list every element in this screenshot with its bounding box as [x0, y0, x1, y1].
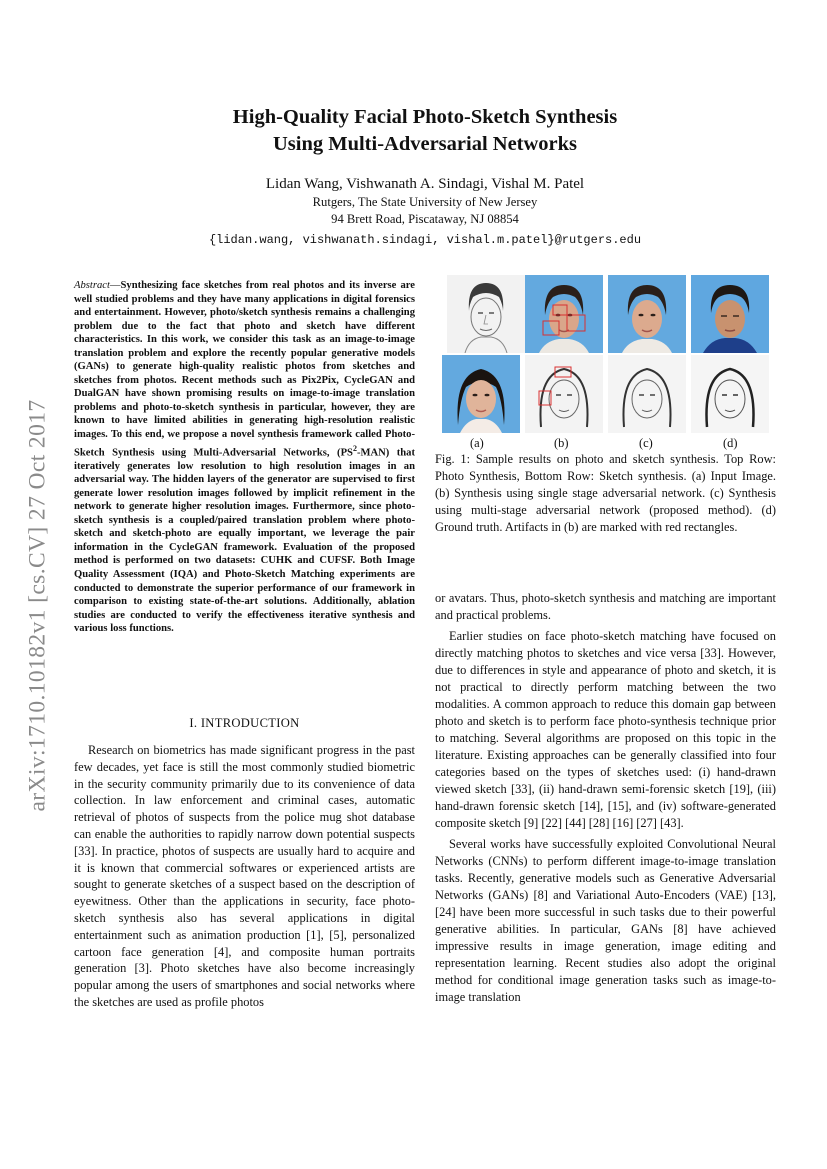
right-paragraph-2: Earlier studies on face photo-sketch matching have focused on directly matching photos to sketches and vice versa [33]. However, due to differences in style and appearance of photo and sketch, it is not practical to directly perform matching between the two modalities. A common approach to reduce this domain gap between photo and sketch is to perform face photo-synthesis technique prior to matching. Several algorithms are proposed on this topic in the literature. Existing approaches can be generally classified into four categories based on the types of sketches used: (i) hand-drawn viewed sketch [33], (ii) hand-drawn semi-forensic sketch [19], (iii) hand-drawn forensic sketch [14], [15], and (iv) software-generated composite sketch [9] [22] [44] [28] [16] [27] [43]. [435, 629, 776, 830]
author-email: {lidan.wang, vishwanath.sindagi, vishal.m.patel}@rutgers.edu [208, 233, 642, 247]
sketch-synthesis-multi-stage [608, 355, 686, 433]
abstract-text-part2: -MAN) that iteratively generates low resolution to high resolution images in an adversarial way. The hidden layers of the generator are supervised to first generate lower resolution images followed by implicit refinement in the network to generate higher resolution images. Furthermore, since photo-sketch synthesis is a coupled/paired translation problem where photo-sketch and sketch-photo are equally important, we leverage the pair information in the CycleGAN framework. Evaluation of the proposed method is performed on two datasets: CUHK and CUFSF. Both Image Quality Assessment (IQA) and Photo-Sketch Matching experiments are conducted to demonstrate the superior performance of our framework in comparison to existing state-of-the-art solutions. Additionally, ablation studies are conducted to verify the effectiveness iterative synthesis and various loss functions. [74, 447, 416, 635]
abstract-superscript: 2 [352, 443, 357, 453]
affiliation [100, 194, 750, 228]
sketch-input-image [447, 275, 525, 353]
subfigure-label-a: (a) [470, 436, 484, 450]
affiliation-line-1: Rutgers, The State University of New Jersey [312, 195, 538, 209]
figure-1 [440, 273, 770, 449]
introduction-body [74, 742, 415, 1011]
subfigure-label-b: (b) [554, 436, 569, 450]
intro-paragraph-1: Research on biometrics has made significant progress in the past few decades, yet face is still the most commonly studied biometric in the security community primarily due to its convenience of data collection. In law enforcement and criminal cases, automatic retrieval of photos of suspects from the police mug shot database can enable the authorities to rapidly narrow down potential suspects [33]. In practice, photos of suspects are usually hard to acquire and it is known that commercial softwares or experienced artists are sought to generate sketches of a suspect based on the description of eyewitness. Other than the applications in security, face photo-sketch synthesis also has several applications in digital entertainment such as animation production [1], [5], personalized cartoon face generation [4], and composite human portraits generation [3]. Photo sketches have also become increasingly popular among the users of smartphones and social networks where the sketches are used as profile photos [74, 743, 415, 1009]
arxiv-id-text: arXiv:1710.10182v1 [cs.CV] 27 Oct 2017 [24, 398, 51, 812]
sketch-ground-truth [691, 355, 769, 433]
right-column-body [435, 590, 776, 1006]
photo-ground-truth [691, 275, 769, 353]
affiliation-line-2: 94 Brett Road, Piscataway, NJ 08854 [331, 212, 519, 226]
title-line-1: High-Quality Facial Photo-Sketch Synthesis [232, 106, 618, 128]
abstract-text-part1: Synthesizing face sketches from real photos and its inverse are well studied problems and they have many applications in digital forensics and entertainment. However, photo/sketch synthesis remains a challenging problem due to the fact that photo and sketch have different characteristics. In this work, we consider this task as an image-to-image translation problem and explore the recently popular generative models (GANs) to generate high-quality realistic photos from sketches and sketches from photos. Recent methods such as Pix2Pix, CycleGAN and DualGAN have shown promising results on image-to-image translation problems and photo-to-sketch synthesis in particular, however, they are known to have limited abilities in generating high-resolution realistic images. To this end, we propose a novel synthesis framework called Photo-Sketch Synthesis using Multi-Adversarial Networks, (PS [74, 280, 415, 459]
subfigure-label-d: (d) [723, 436, 738, 450]
right-paragraph-1: or avatars. Thus, photo-sketch synthesis and matching are important and practical problems. [435, 591, 776, 622]
title-line-2: Using Multi-Adversarial Networks [272, 133, 578, 155]
abstract-dash: — [109, 280, 121, 291]
abstract-label: Abstract [74, 280, 110, 291]
arxiv-identifier [18, 365, 58, 845]
figure-caption: Fig. 1: Sample results on photo and sketch synthesis. Top Row: Photo Synthesis, Bottom Row: Sketch synthesis. (a) Input Image. (b) Synthesis using single stage adversarial network. (c) Synthesis using multi-stage adversarial network (proposed method). (d) Ground truth. Artifacts in (b) are marked with red rectangles. [435, 452, 776, 534]
subfigure-label-c: (c) [639, 436, 653, 450]
sketch-synthesis-single-stage [525, 355, 603, 433]
abstract [74, 279, 415, 636]
author-list: Lidan Wang, Vishwanath A. Sindagi, Vishal M. Patel [265, 176, 585, 192]
photo-synthesis-single-stage [525, 275, 603, 353]
photo-synthesis-multi-stage [608, 275, 686, 353]
right-paragraph-3: Several works have successfully exploited Convolutional Neural Networks (CNNs) to perform different image-to-image translation tasks. Recently, generative models such as Generative Adversarial Networks (GANs) [8] and Variational Auto-Encoders (VAE) [13], [24] have been more successful in such tasks due to their powerful generative abilities. In particular, GANs [8] have achieved impressive results in image generation, image editing and representation learning. Recent studies also adopt the original method for conditional image generation tasks such as image-to-image translation [435, 837, 776, 1004]
photo-input-image [442, 355, 520, 433]
paper-title [100, 104, 750, 158]
section-heading-introduction: I. INTRODUCTION [189, 716, 300, 730]
